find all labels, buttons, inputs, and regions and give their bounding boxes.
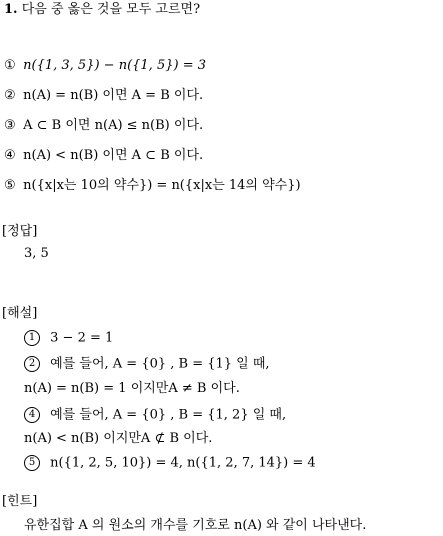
- explanation-text-1: 3 − 2 = 1: [50, 330, 114, 346]
- question-line: [4, 2, 200, 18]
- option-1: [4, 58, 206, 74]
- option-4: [4, 148, 203, 164]
- explanation-text-2: 예를 들어, A = {0} , B = {1} 일 때,: [50, 356, 270, 372]
- option-2-mark: ②: [4, 88, 16, 103]
- option-3: [4, 118, 203, 134]
- option-2-text: n(A) = n(B) 이면 A = B 이다.: [23, 88, 204, 103]
- hint-heading: [힌트]: [2, 494, 38, 509]
- explanation-mark-2: 2: [24, 356, 40, 372]
- option-5-mark: ⑤: [4, 178, 16, 193]
- explanation-mark-4: 4: [24, 407, 40, 423]
- option-5: [4, 178, 301, 194]
- explanation-mark-6: 5: [24, 455, 40, 471]
- question-prompt: 다음 중 옳은 것을 모두 고르면?: [21, 2, 201, 17]
- option-1-mark: ①: [4, 58, 16, 73]
- option-4-text: n(A) < n(B) 이면 A ⊂ B 이다.: [23, 148, 204, 163]
- answer-heading: [정답]: [2, 224, 38, 239]
- explanation-text-6: n({1, 2, 5, 10}) = 4, n({1, 2, 7, 14}) = 4: [50, 455, 316, 471]
- explanation-line-3: [24, 381, 240, 397]
- explanation-mark-1: 1: [24, 330, 40, 346]
- explanation-line-6: [24, 455, 316, 472]
- explanation-line-4: [24, 407, 286, 424]
- explanation-text-3: n(A) = n(B) = 1 이지만A ≠ B 이다.: [24, 381, 240, 396]
- option-3-text: A ⊂ B 이면 n(A) ≤ n(B) 이다.: [23, 118, 204, 133]
- explanation-line-5: [24, 431, 212, 447]
- answer-value: 3, 5: [24, 246, 49, 261]
- explanation-text-5: n(A) < n(B) 이지만A ⊄ B 이다.: [24, 431, 213, 446]
- explanation-heading: [해설]: [2, 306, 38, 321]
- question-number: 1.: [4, 2, 18, 17]
- option-3-mark: ③: [4, 118, 16, 133]
- option-2: [4, 88, 203, 104]
- hint-text: 유한집합 A 의 원소의 개수를 기호로 n(A) 와 같이 나타낸다.: [24, 518, 367, 533]
- explanation-line-1: [24, 330, 113, 347]
- explanation-line-2: [24, 356, 270, 373]
- option-1-text: n({1, 3, 5}) − n({1, 5}) = 3: [23, 58, 206, 73]
- option-4-mark: ④: [4, 148, 16, 163]
- option-5-text: n({x|x는 10의 약수}) = n({x|x는 14의 약수}): [23, 178, 301, 193]
- explanation-text-4: 예를 들어, A = {0} , B = {1, 2} 일 때,: [50, 407, 287, 423]
